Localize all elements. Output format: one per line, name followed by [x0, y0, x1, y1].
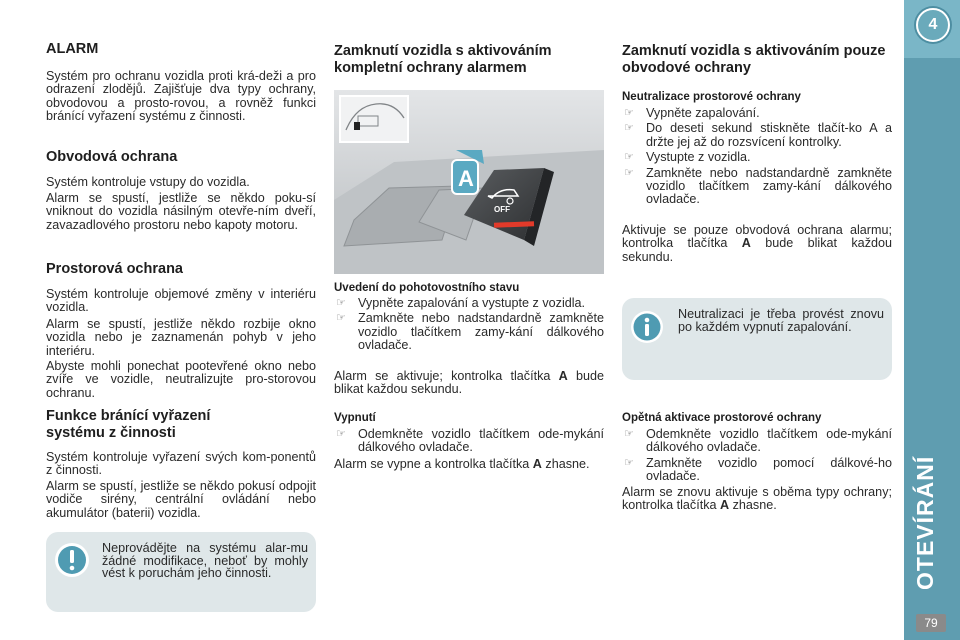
dashboard-illustration-svg [334, 90, 604, 274]
warning-note [46, 532, 316, 612]
activation-list [334, 297, 604, 355]
bullet-arrow-icon: ☞ [624, 456, 634, 469]
list-item: ☞ Do deseti sekund stiskněte tlačít-ko A a držte jej až do rozsvícení kontrolky. [624, 121, 892, 149]
volumetric-p3: Abyste mohli ponechat pootevřené okno nebo zvíře ve vozidle, neutralizujte pro-storovou ochranu. [46, 359, 316, 400]
bullet-arrow-icon: ☞ [624, 428, 634, 440]
bullet-arrow-icon: ☞ [624, 151, 634, 164]
label-a: A [458, 166, 474, 191]
reactivate-heading: Opětná aktivace prostorové ochrany [622, 412, 822, 424]
off-label: OFF [494, 205, 510, 214]
alarm-button-illustration [334, 90, 604, 274]
list-item: ☞ Odemkněte vozidlo tlačítkem ode-mykání dálkového ovladače. [336, 427, 604, 455]
bullet-arrow-icon: ☞ [624, 122, 634, 135]
page-number: 79 [916, 614, 946, 632]
list-item: ☞ Vystupte z vozidla. [624, 150, 751, 165]
list-item: ☞ Odemkněte vozidlo tlačítkem ode-mykání dálkového ovladače. [624, 427, 892, 455]
inset-view [340, 96, 408, 142]
reactivate-text: Alarm se znovu aktivuje s oběma typy ochrany; kontrolka tlačítka A zhasne. [622, 485, 892, 513]
bullet-arrow-icon: ☞ [336, 297, 346, 309]
chapter-number-badge: 4 [916, 8, 950, 42]
volumetric-p2: Alarm se spustí, jestliže někdo rozbije okno vozidla nebo je zaznamenán pohyb v jeho interiéru. [46, 317, 316, 358]
deactivation-text: Alarm se vypne a kontrolka tlačítka A zhasne. [334, 457, 590, 471]
antideactivation-heading: Funkce bránící vyřazení systému z činnosti [46, 408, 211, 441]
neutral-heading: Neutralizace prostorové ochrany [622, 91, 801, 103]
list-item: ☞ Vypněte zapalování a vystupte z vozidla. [336, 296, 586, 310]
alarm-heading: ALARM [46, 41, 99, 57]
chapter-sidebar [904, 0, 960, 640]
chapter-title: OTEVÍRÁNÍ [912, 455, 938, 590]
bullet-arrow-icon: ☞ [336, 428, 346, 440]
perimeter-only-heading: Zamknutí vozidla s aktivováním pouze obvodové ochrany [622, 43, 886, 76]
warning-note-text: Neprovádějte na systému alar-mu žádné modifikace, neboť by mohly vést k poruchám jeho činnosti. [102, 541, 308, 580]
list-item: ☞ Zamkněte nebo nadstandardně zamkněte vozidlo tlačítkem zamy-kání dálkového ovladače. [336, 311, 604, 353]
bullet-arrow-icon: ☞ [624, 166, 634, 179]
warning-icon [54, 542, 90, 578]
deactivation-list [334, 428, 604, 457]
list-item: ☞ Zamkněte vozidlo pomocí dálkové-ho ovladače. [624, 455, 892, 484]
volumetric-heading: Prostorová ochrana [46, 261, 183, 277]
list-item: ☞ Zamkněte nebo nadstandardně zamkněte vozidlo tlačítkem zamy-kání dálkového ovladače. [624, 165, 892, 207]
bullet-arrow-icon: ☞ [624, 107, 634, 119]
perimeter-p2: Alarm se spustí, jestliže se někdo poku-sí vniknout do vozidla násilným otevře-ním dveří, zavazadlového prostoru nebo kapoty motoru. [46, 191, 316, 232]
volumetric-p1: Systém kontroluje objemové změny v interiéru vozidla. [46, 287, 316, 315]
full-protection-heading: Zamknutí vozidla s aktivováním kompletní ochrany alarmem [334, 43, 552, 76]
neutral-list [622, 107, 892, 209]
antideactivation-p2: Alarm se spustí, jestliže se někdo pokusí odpojit vodiče sirény, centrální ovládání nebo akumulátor (baterii) vozidla. [46, 479, 316, 520]
info-note [622, 298, 892, 380]
perimeter-heading: Obvodová ochrana [46, 149, 178, 165]
alarm-text: Systém pro ochranu vozidla proti krá-deži a pro odrazení zlodějů. Zajišťuje dva typy ochrany, obvodovou a prosto-rovou, a rovněž funkci bránící vyřazení systému z činnosti. [46, 69, 316, 124]
neutral-text: Aktivuje se pouze obvodová ochrana alarmu; kontrolka tlačítka A bude blikat každou sekundu. [622, 223, 892, 264]
bullet-arrow-icon: ☞ [336, 312, 346, 325]
info-icon [630, 310, 664, 344]
reactivate-list [622, 428, 892, 486]
list-item: ☞ Vypněte zapalování. [624, 106, 760, 120]
activation-heading: Uvedení do pohotovostního stavu [334, 282, 520, 294]
deactivation-heading: Vypnutí [334, 412, 376, 424]
perimeter-p1: Systém kontroluje vstupy do vozidla. [46, 175, 250, 189]
activation-text: Alarm se aktivuje; kontrolka tlačítka A bude blikat každou sekundu. [334, 369, 604, 397]
antideactivation-p1: Systém kontroluje vyřazení svých kom-ponentů z činnosti. [46, 450, 316, 478]
info-note-text: Neutralizaci je třeba provést znovu po každém vypnutí zapalování. [678, 307, 884, 334]
